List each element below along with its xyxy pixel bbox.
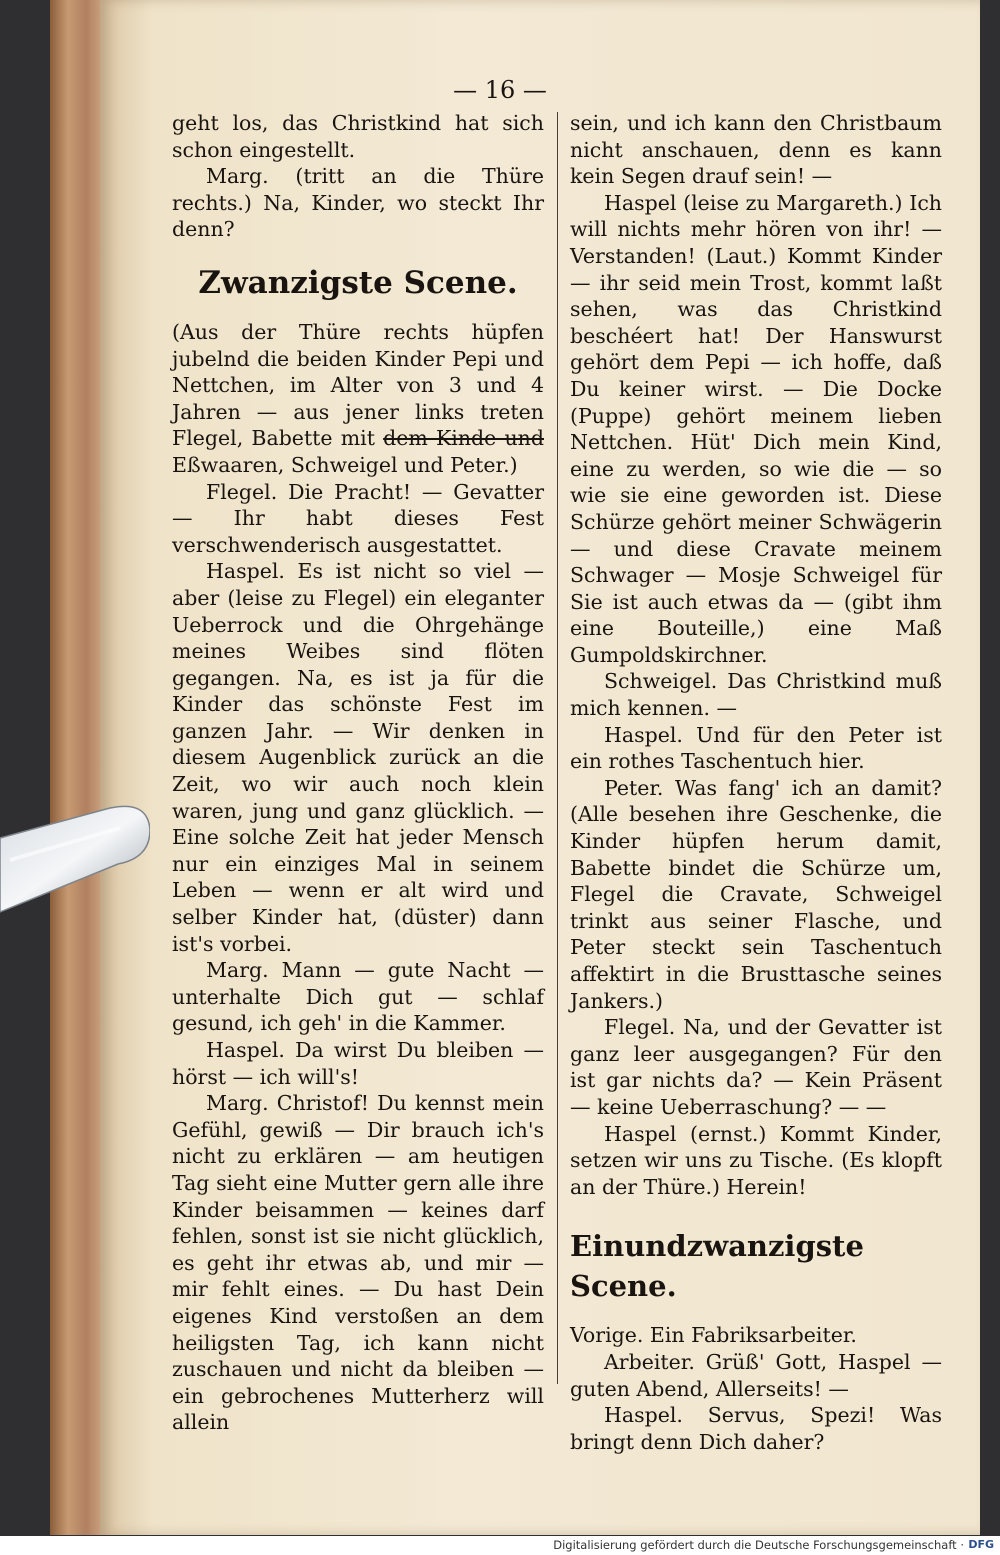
page-number: — 16 — (453, 76, 547, 104)
paragraph: Flegel. Na, und der Gevatter ist ganz leer ausgegangen? Für den ist gar nichts da? — Kein Präsent — keine Ueberraschung? — — (570, 1015, 942, 1119)
page-holder-spatula-icon (0, 800, 150, 920)
column-divider (557, 112, 558, 1384)
paragraph: Vorige. Ein Fabriksarbeiter. (570, 1323, 857, 1348)
dfg-logo: DFG (968, 1538, 994, 1551)
paragraph: Schweigel. Das Christkind muß mich kennen. — (570, 669, 942, 721)
left-column (172, 110, 544, 1436)
paragraph: geht los, das Christkind hat sich schon eingestellt. (172, 111, 544, 162)
paragraph: Haspel. Und für den Peter ist ein rothes Taschentuch hier. (570, 722, 942, 774)
stage-text: (Aus der Thüre rechts hüpfen jubelnd die beiden Kinder Pepi und Nettchen, im Alter von 3 und 4 Jahren — aus jener links treten Flegel, Babette mit (172, 319, 544, 451)
paragraph: Arbeiter. Grüß' Gott, Haspel — guten Abend, Allerseits! — (570, 1349, 942, 1401)
stage-text: Eßwaaren, Schweigel und Peter.) (172, 452, 518, 477)
paragraph: sein, und ich kann den Christbaum nicht anschauen, denn es kann kein Segen drauf sein! — (570, 111, 942, 189)
struck-text: dem Kinde und (383, 426, 545, 451)
paragraph: Haspel (ernst.) Kommt Kinder, setzen wir uns zu Tische. (Es klopft an der Thüre.) Herein! (570, 1121, 942, 1199)
paragraph: Haspel. Da wirst Du bleiben — hörst — ich will's! (172, 1038, 544, 1089)
paragraph: Peter. Was fang' ich an damit? (Alle besehen ihre Geschenke, die Kinder hüpfen herum damit, Babette bindet die Schürze um, Flegel die Cravate, Schweigel trinkt aus seiner Flasche, und Peter steckt sein Taschentuch affektirt in die Brusttasche seines Jankers.) (570, 775, 942, 1013)
right-column (570, 110, 942, 1455)
stage-direction (172, 319, 544, 479)
scene-heading: Zwanzigste Scene. (198, 264, 518, 301)
paragraph: Marg. Mann — gute Nacht — unterhalte Dich gut — schlaf gesund, ich geh' in die Kammer. (172, 958, 544, 1036)
paragraph: Marg. Christof! Du kennst mein Gefühl, gewiß — Dir brauch ich's nicht zu erklären — am heutigen Tag sieht eine Mutter gern alle ihre Kinder beisammen — keines darf fehlen, sonst ist sie nicht glücklich, es geht ihr etwas ab, und mir — mir fehlt eines. — Du hast Dein eigenes Kind verstoßen an dem heiligsten Tag, ich kann nicht zuschauen und nicht da bleiben — ein gebrochenes Mutterherz will allein (172, 1091, 544, 1435)
paragraph: Haspel. Es ist nicht so viel — aber (leise zu Flegel) ein eleganter Ueberrock und die Ohrgehänge meines Weibes sind flöten gegangen. Na, es ist ja für die Kinder das schönste Fest im ganzen Jahr. — Wir denken in diesem Augenblick zurück an die Zeit, wo wir auch noch klein waren, jung und ganz glücklich. — Eine solche Zeit hat jeder Mensch nur ein einziges Mal in seinem Leben — wenn er alt wird und selber Kinder hat, (düster) dann ist's vorbei. (172, 559, 544, 956)
paragraph: Haspel (leise zu Margareth.) Ich will nichts mehr hören von ihr! — Verstanden! (Laut.) Kommt Kinder — ihr seid mein Trost, kommt laßt sehen, was das Christkind beschéert hat! Der Hanswurst gehört dem Pepi — ich hoffe, daß Du keiner wirst. — Die Docke (Puppe) gehört meinem lieben Nettchen. Hüt' Dich mein Kind, eine zu werden, so wie die — so wie sie eine geworden ist. Diese Schürze gehört meiner Schwägerin — und diese Cravate meinem Schwager — Mosje Schweigel für Sie ist auch etwas da — (gibt ihm eine Bouteille,) eine Maß Gumpoldskirchner. (570, 190, 942, 667)
scene-heading: Einundzwanzigste Scene. (570, 1229, 864, 1304)
footer-credit: Digitalisierung gefördert durch die Deutsche Forschungsgemeinschaft · (553, 1538, 964, 1552)
paragraph: Flegel. Die Pracht! — Gevatter — Ihr habt dieses Fest verschwenderisch ausgestattet. (172, 479, 544, 557)
paragraph: Haspel. Servus, Spezi! Was bringt denn Dich daher? (570, 1403, 942, 1454)
paragraph: Marg. (tritt an die Thüre rechts.) Na, Kinder, wo steckt Ihr denn? (172, 164, 544, 242)
